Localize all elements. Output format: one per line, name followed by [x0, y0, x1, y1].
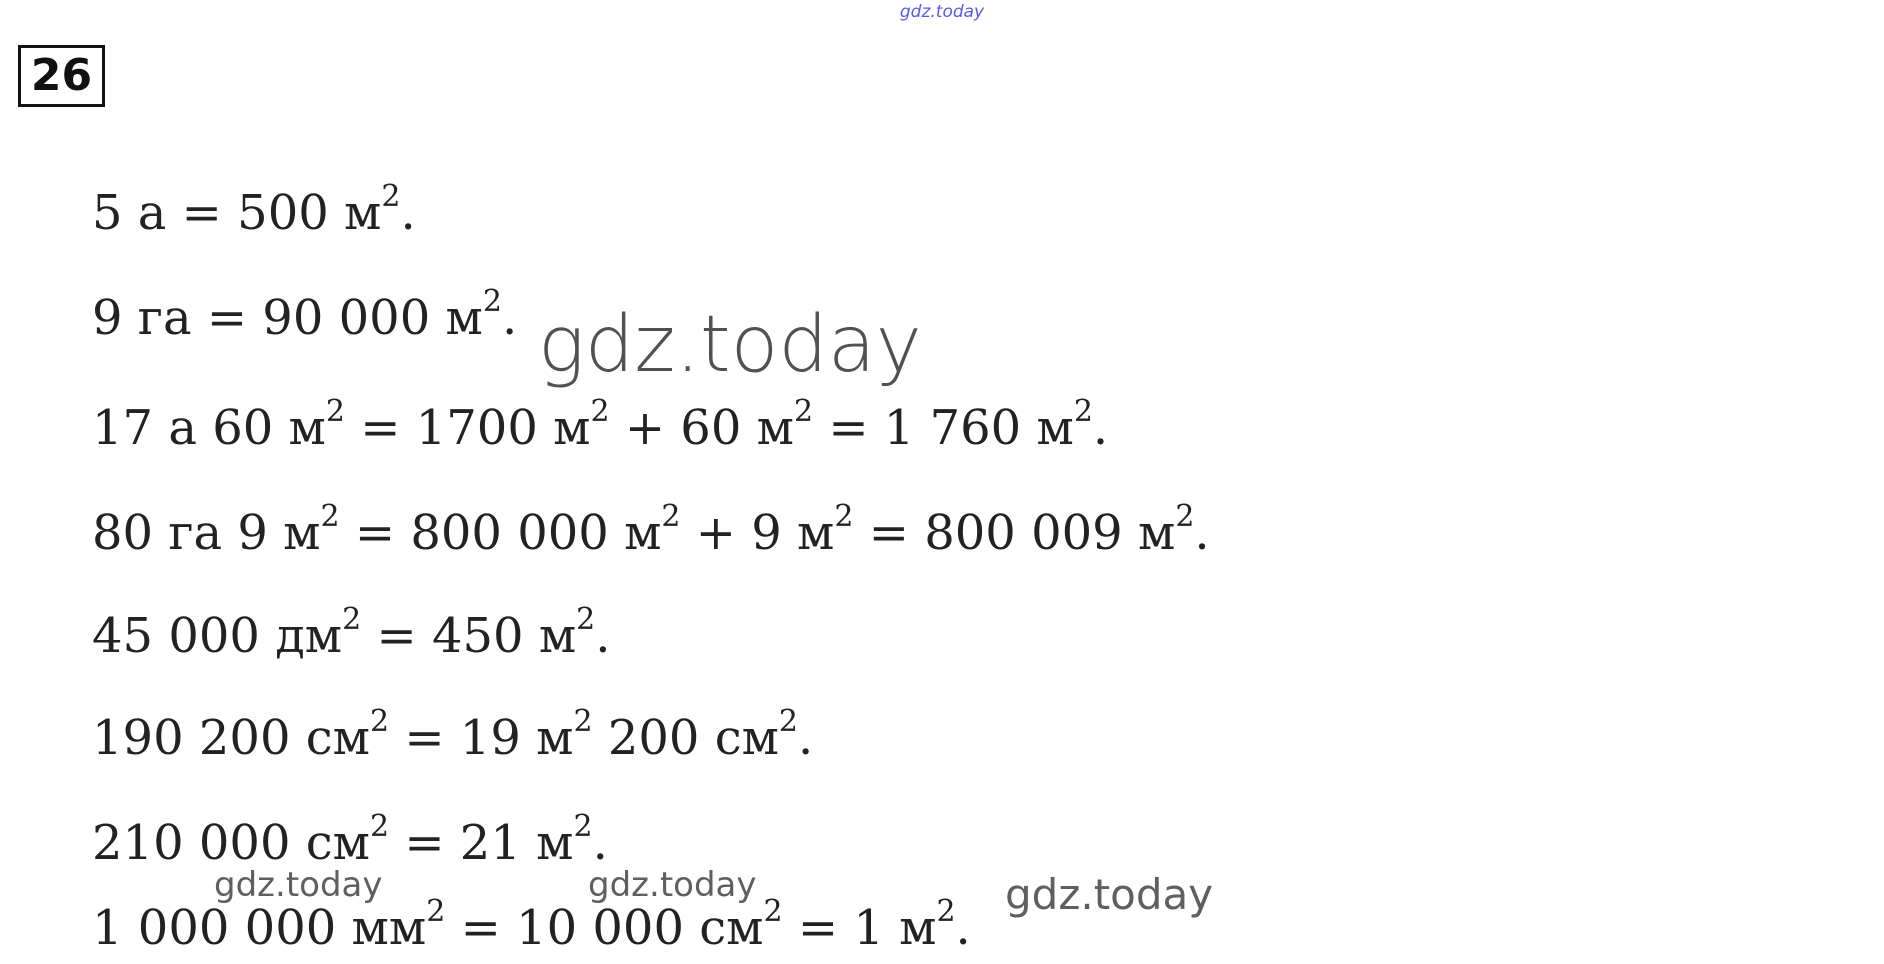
equation-text: = 1700 м — [344, 400, 591, 456]
equation-text: + 60 м — [609, 400, 794, 456]
equation-text: = 450 м — [361, 608, 577, 664]
equation-text: . — [501, 290, 518, 346]
exponent: 2 — [936, 894, 956, 929]
equation-line — [92, 602, 611, 664]
equation-text: 45 000 дм — [92, 608, 343, 664]
equation-text: = 1 760 м — [813, 400, 1074, 456]
exponent: 2 — [576, 602, 596, 637]
equation-text: . — [1194, 505, 1210, 561]
equation-text: = 21 м — [389, 815, 574, 871]
equation-text: 1 000 000 мм — [92, 900, 427, 956]
equation-text: 17 а 60 м — [92, 400, 326, 456]
exponent: 2 — [320, 499, 340, 534]
equation-text: . — [955, 900, 971, 956]
equation-text: 210 000 см — [92, 815, 370, 871]
exponent: 2 — [1073, 394, 1093, 429]
equation-text: . — [592, 815, 608, 871]
equation-text: 5 а = 500 м — [92, 185, 382, 241]
exponent: 2 — [369, 809, 390, 844]
equation-text: 9 га = 90 000 м — [92, 290, 483, 346]
equation-line — [92, 284, 518, 346]
exponent: 2 — [590, 394, 610, 429]
exponent: 2 — [381, 179, 401, 214]
equation-line — [92, 499, 1210, 561]
exponent: 2 — [369, 704, 390, 739]
exponent: 2 — [834, 499, 854, 534]
equation-text: = 800 009 м — [853, 505, 1176, 561]
equation-text: . — [595, 608, 611, 664]
equation-text: 80 га 9 м — [92, 505, 321, 561]
exponent: 2 — [778, 704, 799, 739]
equation-text: = 10 000 см — [445, 900, 764, 956]
exponent: 2 — [793, 394, 814, 429]
exponent: 2 — [325, 394, 345, 429]
watermark-large: gdz.today — [538, 300, 922, 390]
equation-line — [92, 704, 814, 766]
exponent: 2 — [342, 602, 362, 637]
equation-line — [92, 809, 608, 871]
equation-text: . — [798, 710, 814, 766]
watermark-small: gdz.today — [588, 865, 757, 905]
equation-text: 200 см — [592, 710, 779, 766]
exponent: 2 — [661, 499, 681, 534]
exponent: 2 — [426, 894, 446, 929]
equation-text: 190 200 см — [92, 710, 370, 766]
equation-text: = 19 м — [389, 710, 574, 766]
exponent: 2 — [763, 894, 783, 929]
exponent: 2 — [1175, 499, 1195, 534]
equation-text: = 1 м — [782, 900, 937, 956]
task-number-badge: 26 — [18, 45, 105, 107]
exponent: 2 — [573, 809, 593, 844]
equation-text: . — [400, 185, 416, 241]
watermark-small: gdz.today — [214, 865, 383, 905]
exponent: 2 — [482, 284, 502, 319]
equation-text: = 800 000 м — [339, 505, 662, 561]
equation-line — [92, 394, 1109, 456]
equation-text: . — [1092, 400, 1109, 456]
exponent: 2 — [573, 704, 593, 739]
equation-text: + 9 м — [680, 505, 835, 561]
watermark-small: gdz.today — [1005, 870, 1214, 919]
equation-line — [92, 894, 971, 956]
equation-line — [92, 179, 416, 241]
top-watermark: gdz.today — [899, 2, 985, 22]
